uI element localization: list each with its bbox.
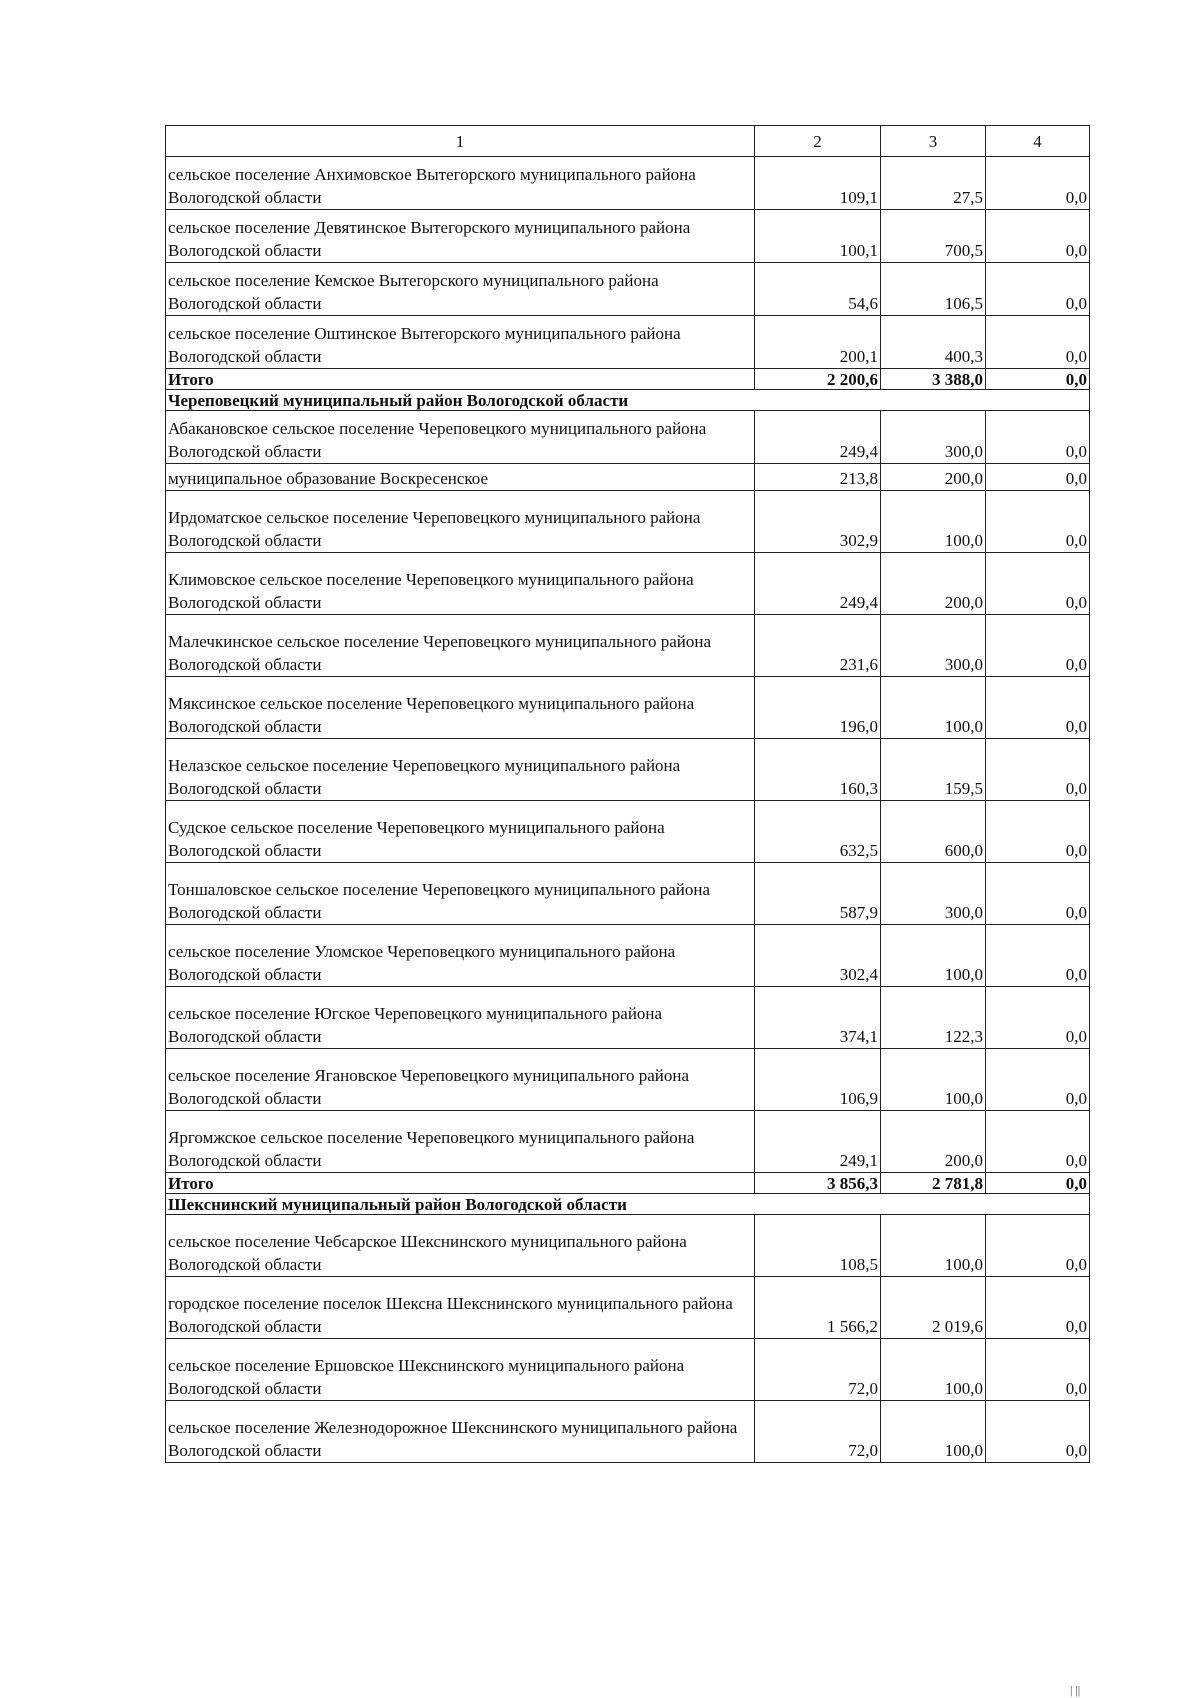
value-col-4: 0,0 — [986, 1173, 1090, 1194]
value-col-2: 249,4 — [755, 411, 881, 464]
table-row — [166, 1049, 1090, 1111]
value-col-3: 100,0 — [881, 1215, 986, 1277]
table-row — [166, 925, 1090, 987]
value-col-3: 100,0 — [881, 1049, 986, 1111]
settlement-name: сельское поселение Железнодорожное Шекснинского муниципального района Вологодской области — [166, 1401, 755, 1463]
value-col-3: 100,0 — [881, 677, 986, 739]
value-col-3: 3 388,0 — [881, 369, 986, 390]
value-col-2: 3 856,3 — [755, 1173, 881, 1194]
header-col-4: 4 — [986, 126, 1090, 157]
value-col-3: 2 019,6 — [881, 1277, 986, 1339]
value-col-2: 200,1 — [755, 316, 881, 369]
settlement-name: Малечкинское сельское поселение Череповецкого муниципального района Вологодской области — [166, 615, 755, 677]
settlement-name: Итого — [166, 369, 755, 390]
value-col-4: 0,0 — [986, 1215, 1090, 1277]
value-col-2: 72,0 — [755, 1339, 881, 1401]
value-col-2: 54,6 — [755, 263, 881, 316]
value-col-2: 374,1 — [755, 987, 881, 1049]
value-col-2: 2 200,6 — [755, 369, 881, 390]
table-row — [166, 615, 1090, 677]
table-body — [166, 126, 1090, 1463]
value-col-3: 200,0 — [881, 464, 986, 491]
value-col-3: 700,5 — [881, 210, 986, 263]
table-row — [166, 1111, 1090, 1173]
value-col-3: 600,0 — [881, 801, 986, 863]
value-col-2: 302,4 — [755, 925, 881, 987]
value-col-4: 0,0 — [986, 1339, 1090, 1401]
value-col-3: 300,0 — [881, 863, 986, 925]
settlement-name: Судское сельское поселение Череповецкого муниципального района Вологодской области — [166, 801, 755, 863]
value-col-4: 0,0 — [986, 369, 1090, 390]
value-col-2: 196,0 — [755, 677, 881, 739]
settlement-name: сельское поселение Чебсарское Шекснинского муниципального района Вологодской области — [166, 1215, 755, 1277]
table-row — [166, 1339, 1090, 1401]
settlement-name: сельское поселение Оштинское Вытегорского муниципального района Вологодской области — [166, 316, 755, 369]
value-col-4: 0,0 — [986, 157, 1090, 210]
settlement-name: Тоншаловское сельское поселение Череповецкого муниципального района Вологодской области — [166, 863, 755, 925]
total-row — [166, 369, 1090, 390]
table-row — [166, 1215, 1090, 1277]
table-row — [166, 801, 1090, 863]
settlement-name: сельское поселение Ершовское Шекснинского муниципального района Вологодской области — [166, 1339, 755, 1401]
value-col-4: 0,0 — [986, 739, 1090, 801]
settlement-name: сельское поселение Ягановское Череповецкого муниципального района Вологодской области — [166, 1049, 755, 1111]
header-col-2: 2 — [755, 126, 881, 157]
value-col-4: 0,0 — [986, 1401, 1090, 1463]
value-col-4: 0,0 — [986, 1049, 1090, 1111]
value-col-2: 231,6 — [755, 615, 881, 677]
value-col-4: 0,0 — [986, 863, 1090, 925]
value-col-2: 160,3 — [755, 739, 881, 801]
table-row — [166, 553, 1090, 615]
value-col-4: 0,0 — [986, 1277, 1090, 1339]
value-col-3: 106,5 — [881, 263, 986, 316]
table-row — [166, 210, 1090, 263]
value-col-3: 300,0 — [881, 615, 986, 677]
table-row — [166, 263, 1090, 316]
value-col-4: 0,0 — [986, 210, 1090, 263]
value-col-4: 0,0 — [986, 677, 1090, 739]
table-header-row — [166, 126, 1090, 157]
value-col-4: 0,0 — [986, 987, 1090, 1049]
value-col-2: 249,4 — [755, 553, 881, 615]
value-col-4: 0,0 — [986, 316, 1090, 369]
value-col-3: 300,0 — [881, 411, 986, 464]
settlement-name: Абакановское сельское поселение Череповецкого муниципального района Вологодской области — [166, 411, 755, 464]
value-col-4: 0,0 — [986, 1111, 1090, 1173]
section-title: Череповецкий муниципальный район Вологодской области — [166, 390, 1090, 411]
table-row — [166, 739, 1090, 801]
settlement-name: Итого — [166, 1173, 755, 1194]
value-col-2: 108,5 — [755, 1215, 881, 1277]
section-header-row — [166, 1194, 1090, 1215]
value-col-3: 100,0 — [881, 925, 986, 987]
allocation-table — [165, 125, 1090, 1463]
value-col-2: 72,0 — [755, 1401, 881, 1463]
table-row — [166, 316, 1090, 369]
section-header-row — [166, 390, 1090, 411]
settlement-name: сельское поселение Уломское Череповецкого муниципального района Вологодской области — [166, 925, 755, 987]
table-row — [166, 411, 1090, 464]
header-col-3: 3 — [881, 126, 986, 157]
settlement-name: Климовское сельское поселение Череповецкого муниципального района Вологодской области — [166, 553, 755, 615]
value-col-4: 0,0 — [986, 263, 1090, 316]
settlement-name: сельское поселение Анхимовское Вытегорского муниципального района Вологодской области — [166, 157, 755, 210]
value-col-2: 249,1 — [755, 1111, 881, 1173]
table-row — [166, 157, 1090, 210]
value-col-4: 0,0 — [986, 925, 1090, 987]
table-row — [166, 491, 1090, 553]
value-col-3: 400,3 — [881, 316, 986, 369]
settlement-name: сельское поселение Кемское Вытегорского муниципального района Вологодской области — [166, 263, 755, 316]
value-col-4: 0,0 — [986, 801, 1090, 863]
settlement-name: сельское поселение Девятинское Вытегорского муниципального района Вологодской области — [166, 210, 755, 263]
value-col-2: 1 566,2 — [755, 1277, 881, 1339]
table-row — [166, 987, 1090, 1049]
value-col-3: 200,0 — [881, 1111, 986, 1173]
table-row — [166, 863, 1090, 925]
table-row — [166, 1277, 1090, 1339]
header-col-1: 1 — [166, 126, 755, 157]
value-col-2: 100,1 — [755, 210, 881, 263]
value-col-2: 106,9 — [755, 1049, 881, 1111]
settlement-name: Нелазское сельское поселение Череповецкого муниципального района Вологодской области — [166, 739, 755, 801]
value-col-3: 100,0 — [881, 491, 986, 553]
settlement-name: сельское поселение Югское Череповецкого муниципального района Вологодской области — [166, 987, 755, 1049]
settlement-name: Яргомжское сельское поселение Череповецкого муниципального района Вологодской области — [166, 1111, 755, 1173]
value-col-3: 2 781,8 — [881, 1173, 986, 1194]
total-row — [166, 1173, 1090, 1194]
table-row — [166, 464, 1090, 491]
value-col-3: 100,0 — [881, 1339, 986, 1401]
value-col-4: 0,0 — [986, 615, 1090, 677]
value-col-3: 159,5 — [881, 739, 986, 801]
value-col-2: 213,8 — [755, 464, 881, 491]
table-row — [166, 677, 1090, 739]
value-col-3: 27,5 — [881, 157, 986, 210]
value-col-2: 109,1 — [755, 157, 881, 210]
value-col-3: 100,0 — [881, 1401, 986, 1463]
value-col-2: 587,9 — [755, 863, 881, 925]
value-col-4: 0,0 — [986, 411, 1090, 464]
settlement-name: муниципальное образование Воскресенское — [166, 464, 755, 491]
value-col-3: 122,3 — [881, 987, 986, 1049]
value-col-4: 0,0 — [986, 553, 1090, 615]
settlement-name: городское поселение поселок Шексна Шекснинского муниципального района Вологодской области — [166, 1277, 755, 1339]
value-col-3: 200,0 — [881, 553, 986, 615]
settlement-name: Ирдоматское сельское поселение Череповецкого муниципального района Вологодской области — [166, 491, 755, 553]
page-edge-mark: | || — [1070, 1683, 1081, 1697]
section-title: Шекснинский муниципальный район Вологодской области — [166, 1194, 1090, 1215]
value-col-2: 632,5 — [755, 801, 881, 863]
value-col-2: 302,9 — [755, 491, 881, 553]
table-row — [166, 1401, 1090, 1463]
value-col-4: 0,0 — [986, 491, 1090, 553]
value-col-4: 0,0 — [986, 464, 1090, 491]
settlement-name: Мяксинское сельское поселение Череповецкого муниципального района Вологодской области — [166, 677, 755, 739]
